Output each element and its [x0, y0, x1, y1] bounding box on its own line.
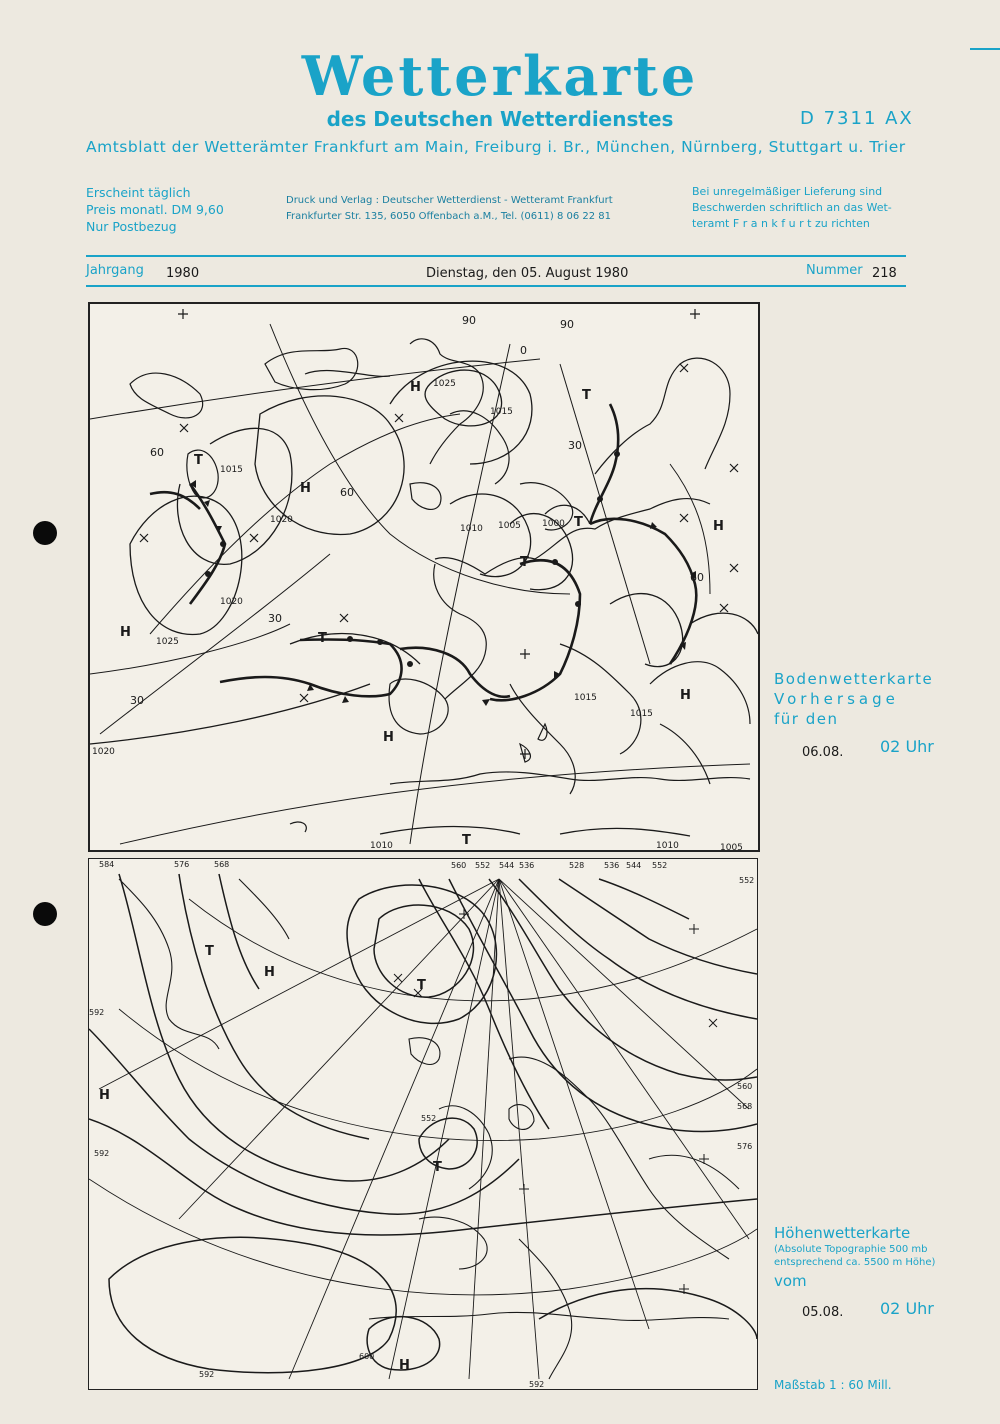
nummer-label: Nummer: [806, 263, 863, 278]
meridian-label: 60: [150, 446, 164, 459]
jahrgang-label: Jahrgang: [86, 263, 144, 278]
contour-label: 560: [737, 1082, 753, 1091]
upper-map-date: 05.08.: [802, 1305, 844, 1320]
meridian-label: 30: [268, 612, 282, 625]
isobars: [90, 361, 758, 836]
upper-map-caption: Höhenwetterkarte: [774, 1224, 911, 1242]
issue-row: [86, 263, 906, 283]
upper-map-subcaption: [774, 1243, 935, 1269]
contour-label: 552: [421, 1114, 437, 1123]
jahrgang-value: 1980: [166, 266, 200, 281]
low-pressure-label: T: [194, 453, 203, 468]
contour-label: 552: [739, 876, 755, 885]
upper-map-vom: vom: [774, 1272, 807, 1290]
contour-label: 528: [569, 861, 585, 870]
isobar-label: 1010: [460, 524, 483, 534]
masthead-subtitle: des Deutschen Wetterdienstes: [326, 107, 674, 131]
high-pressure-label: H: [410, 380, 421, 395]
meridian-label: 60: [340, 486, 354, 499]
low-label: T: [205, 944, 214, 959]
height-contours: [89, 874, 757, 1373]
contour-label: 592: [89, 1008, 105, 1017]
high-label: H: [264, 965, 275, 980]
isobar-label: 1005: [498, 521, 521, 531]
isobar-label: 1020: [92, 747, 115, 757]
upper-map-time: 02 Uhr: [880, 1299, 934, 1318]
meridian-label: 30: [130, 694, 144, 707]
isobar-label: 1015: [574, 693, 597, 703]
front-symbols: [190, 451, 696, 706]
isobar-label: 1025: [433, 379, 456, 389]
high-pressure-label: H: [120, 625, 131, 640]
contour-label: 552: [652, 861, 668, 870]
info-line: Bei unregelmäßiger Lieferung sind: [692, 185, 883, 198]
surface-map-time: 02 Uhr: [880, 737, 934, 756]
fronts: [150, 404, 696, 700]
info-line: Frankfurter Str. 135, 6050 Offenbach a.M., Tel. (0611) 8 06 22 81: [286, 211, 612, 222]
complaint-info: [692, 184, 892, 232]
punch-hole: [33, 902, 57, 926]
meridian-label: 90: [560, 318, 574, 331]
amtsblatt-line: Amtsblatt der Wetterämter Frankfurt am Main, Freiburg i. Br., München, Nürnberg, Stuttgart u. Trier: [86, 138, 906, 156]
surface-weather-map: [88, 302, 760, 852]
meridian-label: 0: [520, 344, 527, 357]
high-label: H: [399, 1358, 410, 1373]
surface-map-caption: [774, 669, 933, 729]
graticule: [89, 879, 757, 1379]
contour-label: 600: [359, 1352, 375, 1361]
isobar-label: 1025: [156, 637, 179, 647]
header-rule-top: [86, 255, 906, 257]
high-pressure-label: H: [680, 688, 691, 703]
info-line: Nur Postbezug: [86, 219, 177, 234]
high-label: H: [99, 1088, 110, 1103]
caption-line: entsprechend ca. 5500 m Höhe): [774, 1257, 936, 1268]
surface-map-date: 06.08.: [802, 745, 844, 760]
contour-label: 592: [199, 1370, 215, 1379]
contour-label: 584: [99, 860, 115, 869]
low-pressure-label: T: [582, 388, 591, 403]
contour-label: 544: [499, 861, 515, 870]
info-line: Druck und Verlag : Deutscher Wetterdienst - Wetteramt Frankfurt: [286, 195, 613, 206]
low-pressure-label: T: [318, 631, 327, 646]
isobar-label: 1020: [220, 597, 243, 607]
meridian-label: 60: [690, 571, 704, 584]
graticule: [90, 324, 750, 844]
edge-mark: [970, 48, 1000, 50]
publisher-info: [286, 193, 613, 225]
isobar-label: 1020: [270, 515, 293, 525]
isobar-label: 1000: [542, 519, 565, 529]
caption-line: Vorhersage: [774, 690, 899, 708]
low-pressure-label: T: [574, 515, 583, 530]
contour-label: 576: [174, 860, 190, 869]
high-pressure-label: H: [383, 730, 394, 745]
isobar-label: 1010: [370, 841, 393, 850]
contour-label: 568: [214, 860, 230, 869]
info-line: Beschwerden schriftlich an das Wet-: [692, 201, 892, 214]
subscription-info: [86, 184, 224, 235]
meridian-label: 30: [568, 439, 582, 452]
contour-label: 544: [626, 861, 642, 870]
cross-markers: [394, 909, 717, 1294]
contour-label: 592: [529, 1380, 545, 1389]
isobar-label: 1010: [656, 841, 679, 850]
caption-line: Bodenwetterkarte: [774, 670, 934, 688]
low-pressure-label: T: [462, 833, 471, 848]
isobar-label: 1015: [630, 709, 653, 719]
caption-line: für den: [774, 710, 839, 728]
meridian-label: 90: [462, 314, 476, 327]
contour-label: 576: [737, 1142, 753, 1151]
contour-label: 536: [604, 861, 620, 870]
high-pressure-label: H: [300, 481, 311, 496]
contour-label: 592: [94, 1149, 110, 1158]
low-label: T: [433, 1160, 442, 1175]
contour-label: 568: [737, 1102, 753, 1111]
caption-line: (Absolute Topographie 500 mb: [774, 1244, 928, 1255]
low-label: T: [417, 978, 426, 993]
info-line: Preis monatl. DM 9,60: [86, 202, 224, 217]
contour-label: 560: [451, 861, 467, 870]
high-pressure-label: H: [713, 519, 724, 534]
masthead-title: Wetterkarte: [301, 44, 699, 108]
issue-date: Dienstag, den 05. August 1980: [426, 266, 629, 281]
info-line: teramt F r a n k f u r t zu richten: [692, 217, 870, 230]
publication-code: D 7311 AX: [800, 108, 914, 129]
nummer-value: 218: [872, 266, 897, 281]
punch-hole: [33, 521, 57, 545]
contour-label: 552: [475, 861, 491, 870]
map-scale: Maßstab 1 : 60 Mill.: [774, 1378, 892, 1392]
header-rule-bottom: [86, 285, 906, 287]
coastlines: [130, 339, 750, 832]
contour-label: 536: [519, 861, 535, 870]
low-pressure-label: T: [520, 555, 529, 570]
isobar-label: 1005: [720, 843, 743, 850]
info-line: Erscheint täglich: [86, 185, 191, 200]
isobar-label: 1015: [220, 465, 243, 475]
upper-air-map: [88, 858, 758, 1390]
isobar-label: 1015: [490, 407, 513, 417]
